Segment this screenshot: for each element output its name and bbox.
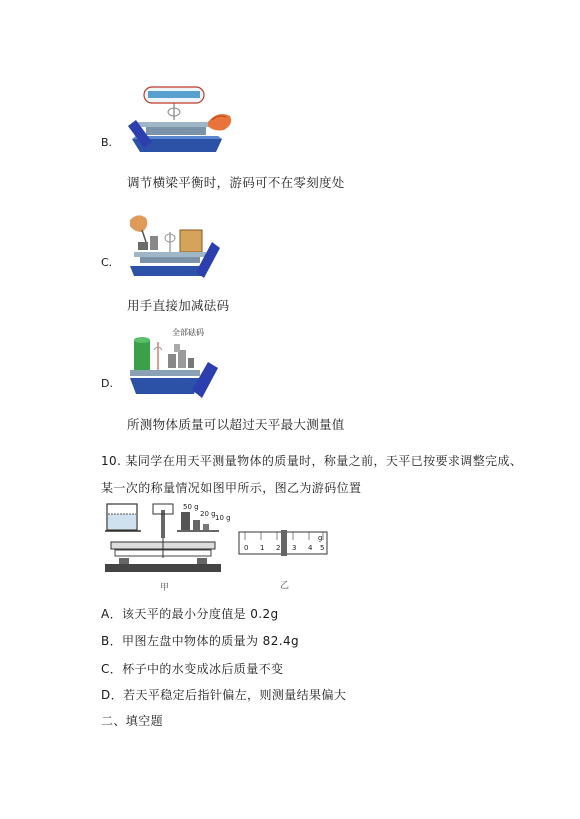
figure-caption-left: 甲 (160, 583, 170, 593)
choice-b-text: 甲图左盘中物体的质量为 82.4g (122, 634, 299, 648)
choice-d-letter: D． (101, 688, 124, 702)
option-b-letter: B. (101, 136, 113, 149)
scale-tick-1: 1 (260, 544, 265, 552)
choice-d (101, 686, 346, 703)
choice-c-letter: C． (101, 662, 123, 676)
scale-unit: g (318, 534, 323, 542)
scale-tick-5: 5 (320, 544, 325, 552)
option-c-letter: C. (101, 256, 113, 269)
option-d-image (128, 336, 220, 402)
weight-label-50g: 50 g (183, 503, 199, 511)
scale-tick-4: 4 (308, 544, 313, 552)
option-d-caption: 所测物体质量可以超过天平最大测量值 (127, 417, 345, 432)
section-heading: 二、填空题 (101, 714, 164, 728)
option-c-image (126, 212, 221, 280)
choice-d-text: 若天平稳定后指针偏左，则测量结果偏大 (123, 688, 347, 702)
scale-tick-3: 3 (292, 544, 297, 552)
choice-b (101, 632, 299, 649)
choice-a (101, 605, 279, 622)
choice-a-text: 该天平的最小分度值是 0.2g (122, 607, 279, 621)
option-d-letter: D. (101, 377, 113, 390)
scale-tick-2: 2 (276, 544, 281, 552)
weight-label-10g: 10 g (215, 514, 231, 522)
figure-caption-right: 乙 (280, 581, 290, 591)
choice-c-text: 杯子中的水变成冰后质量不变 (122, 662, 284, 676)
figure-rider-scale (237, 528, 330, 558)
choice-c (101, 660, 283, 677)
option-c-caption: 用手直接加减砝码 (127, 298, 230, 313)
question-10-line1: 10. 某同学在用天平测量物体的质量时，称量之前，天平已按要求调整完成、 (101, 454, 523, 468)
weight-label-20g: 20 g (200, 510, 216, 518)
choice-a-letter: A． (101, 607, 123, 621)
option-d-image-label: 全部砝码 (172, 328, 204, 337)
choice-b-letter: B． (101, 634, 123, 648)
scale-tick-0: 0 (244, 544, 249, 552)
option-b-image (126, 84, 236, 158)
question-10-line2: 某一次的称量情况如图甲所示，图乙为游码位置 (101, 481, 362, 495)
option-b-caption: 调节横梁平衡时，游码可不在零刻度处 (127, 175, 345, 190)
